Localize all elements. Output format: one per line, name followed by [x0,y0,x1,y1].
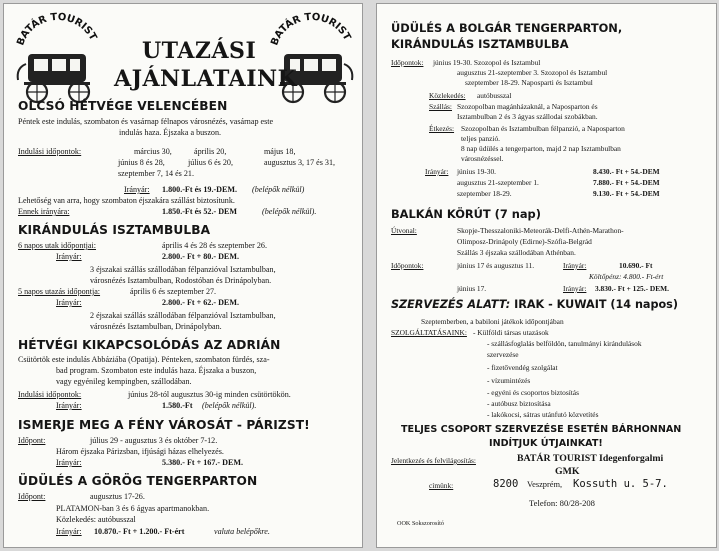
adria-price-note: (belépők nélkül). [202,401,257,410]
adria-price-label: Irányár: [56,401,82,410]
istanbul-6day-desc-2: városnézés Isztambulban, Rodostóban és Drinápolyban. [90,276,272,285]
group-line-1: TELJES CSOPORT SZERVEZÉSE ESETÉN BÁRHONNAN [401,424,682,435]
bulgaria-price-label: Irányár: [425,167,449,176]
greece-desc-1: PLATAMON-ban 3 és 6 ágyas apartmanokban. [56,504,210,513]
balkan-price-1-note: Költőpénz: 4.800.- Ft-ért [589,272,664,281]
bulgaria-dates-label: Időpontok: [391,58,424,67]
istanbul-5day-label: 5 napos utazás időpontja: [18,287,101,296]
service-item: - lakókocsi, sátras utánfutó közvetítés [487,410,599,419]
bulgaria-price-date-3: szeptember 18-29. [457,189,512,198]
service-item: - autóbusz biztosítása [487,399,551,408]
balkan-route-label: Útvonal: [391,226,417,235]
bulgaria-price-date-2: augusztus 21-szeptember 1. [457,178,539,187]
iraq-heading [391,298,678,311]
greece-price-note: valuta belépőkre. [214,527,270,536]
venice-date-1a: március 30, [134,147,172,156]
greece-price: 10.870.- Ft + 1.200.- Ft-ért [94,527,185,536]
balkan-price-label: Irányár: [563,261,587,270]
bulgaria-food-4: városnézéssel. [461,154,504,163]
logo-text: BATÁR TOURIST [15,11,99,48]
venice-date-1b: április 20, [194,147,227,156]
iraq-heading-rest: IRAK - KUWAIT (14 napos) [514,298,678,311]
bulgaria-price-2: 7.880.- Ft + 54.-DEM [593,178,660,187]
service-item: - Külföldi társas utazások [473,328,549,337]
bulgaria-transport: autóbusszal [477,91,512,100]
istanbul-5day-desc-2: városnézés Isztambulban, Drinápolyban. [90,322,222,331]
venice-price-note: (belépők nélkül) [252,185,305,194]
venice-dates-label: Indulási időpontok: [18,147,82,156]
group-line-2: INDÍTJUK ÚTJAINKAT! [489,438,603,449]
balkan-price-2: 3.830.- Ft + 125.- DEM. [595,284,670,293]
logo-text: BATÁR TOURIST [269,11,353,48]
istanbul-6day-price: 2.800.- Ft + 80.- DEM. [162,252,239,261]
adria-text-1: Csütörtök este indulás Abbáziába (Opatija). Pénteken, szombaton fürdés, sza- [18,355,270,364]
adria-dates: június 28-tól augusztus 30-ig minden csütörtökön. [128,390,291,399]
venice-date-1c: május 18, [264,147,296,156]
bulgaria-price-3: 9.130.- Ft + 54.-DEM [593,189,660,198]
paris-dates: július 29 - augusztus 3 és október 7-12. [90,436,218,445]
balkan-heading: BALKÁN KÖRÚT (7 nap) [391,207,541,221]
bulgaria-heading-1: ÜDÜLÉS A BOLGÁR TENGERPARTON, [391,21,623,35]
venice-date-2b: július 6 és 20, [188,158,233,167]
bulgaria-price-date-1: június 19-30. [457,167,497,176]
paris-date-label: Időpont: [18,436,46,445]
paris-price-label: Irányár: [56,458,82,467]
venice-heading: OLCSÓ HÉTVÉGE VELENCÉBEN [18,99,228,113]
right-page [376,3,717,548]
service-item: szervezése [487,350,519,359]
balkan-dates-label: Időpontok: [391,261,424,270]
bulgaria-stay-1: Szozopolban magánházaknál, a Naposparton és [457,102,598,111]
address-city: Veszprém, [527,480,563,489]
balkan-date-1: június 17 és augusztus 11. [457,261,535,270]
bulgaria-date-2: augusztus 21-szeptember 3. Szozopol és Isztambul [457,68,608,77]
greece-desc-2: Közlekedés: autóbusszal [56,515,136,524]
greece-dates: augusztus 17-26. [90,492,145,501]
title-line-2: AJÁNLATAINK [114,66,298,92]
bulgaria-stay-2: Isztambulban 2 és 3 ágyas szállodai szobákban. [457,112,598,121]
venice-price-label: Irányár: [124,185,150,194]
iraq-sub: Szeptemberben, a babiloni játékok időpontjában [421,317,564,326]
carriage-icon [12,10,102,104]
venice-price2-label: Ennek irányára: [18,207,70,216]
company-name-2: GMK [555,466,580,477]
istanbul-5day-price: 2.800.- Ft + 62.- DEM. [162,298,239,307]
balkan-route-2: Olimposz-Drinápoly (Edirne)-Szófia-Belgrád [457,237,592,246]
venice-date-2a: június 8 és 28, [118,158,165,167]
istanbul-5day-price-label: Irányár: [56,298,82,307]
bulgaria-date-1: június 19-30. Szozopol és Isztambul [433,58,541,67]
address-zip: 8200 [493,478,519,490]
signup-label: Jelentkezés és felvilágosítás: [391,456,476,465]
venice-price2: 1.850.-Ft és 52.- DEM [162,207,238,216]
venice-date-3: szeptember 7, 14 és 21. [118,169,194,178]
paris-price: 5.380.- Ft + 167.- DEM. [162,458,244,467]
carriage-logo-left [12,10,102,104]
address-label: címünk: [429,481,454,490]
adria-dates-label: Indulási időpontok: [18,390,82,399]
greece-date-label: Időpont: [18,492,46,501]
phone: Telefon: 80/28-208 [529,498,595,508]
left-page [3,3,363,548]
bulgaria-transport-label: Közlekedés: [429,91,466,100]
bulgaria-price-1: 8.430.- Ft + 54.-DEM [593,167,660,176]
bulgaria-food-label: Étkezés: [429,124,455,133]
bulgaria-stay-label: Szállás: [429,102,452,111]
istanbul-5day-desc-1: 2 éjszakai szállás szállodában félpanzióval Isztambulban, [90,311,276,320]
venice-date-2c: augusztus 3, 17 és 31, [264,158,336,167]
bulgaria-food-2: teljes panzió. [461,134,500,143]
title-line-1: UTAZÁSI [142,38,257,64]
service-item: - fizetővendég szolgálat [487,363,558,372]
adria-text-3: vagy egyénileg kempingben, szállodában. [56,377,192,386]
venice-intro-1: Péntek este indulás, szombaton és vasárnap félnapos városnézés, vasárnap este [18,117,274,126]
greece-heading: ÜDÜLÉS A GÖRÖG TENGERPARTON [18,474,258,488]
paris-desc: Három éjszaka Párizsban, ifjúsági házas elhelyezés. [56,447,224,456]
venice-price: 1.800.-Ft és 19.-DEM. [162,185,238,194]
printer-credit: OOK Sokszorosító [397,520,444,527]
service-item: - szállásfoglalás belföldön, tanulmányi kirándulások [487,339,642,348]
bulgaria-food-3: 8 nap üdülés a tengerparton, majd 2 nap Isztambulban [461,144,621,153]
greece-price-label: Irányár: [56,527,82,536]
iraq-heading-italic: SZERVEZÉS ALATT: [391,298,511,311]
venice-note: Lehetőség van arra, hogy szombaton éjszakára szállást biztosítunk. [18,196,235,205]
istanbul-6day-dates: április 4 és 28 és szeptember 26. [162,241,267,250]
istanbul-5day-dates: április 6 és szeptember 27. [130,287,217,296]
address-street: Kossuth u. 5-7. [573,478,668,490]
istanbul-heading: KIRÁNDULÁS ISZTAMBULBA [18,223,211,237]
balkan-route-3: Szállás 3 éjszaka szállodában Athénban. [457,248,576,257]
balkan-route-1: Skopje-Thesszaloniki-Meteorák-Delfi-Athén-Marathon- [457,226,624,235]
service-item: - vízumintézés [487,376,531,385]
bulgaria-heading-2: KIRÁNDULÁS ISZTAMBULBA [391,37,569,51]
adria-price: 1.580.-Ft [162,401,193,410]
services-label: SZOLGÁLTATÁSAINK: [391,328,467,337]
venice-intro-2: indulás haza. Éjszaka a buszon. [119,128,222,137]
istanbul-6day-price-label: Irányár: [56,252,82,261]
company-name-1: BATÁR TOURIST Idegenforgalmi [517,453,664,464]
balkan-price-1: 10.690.- Ft [619,261,653,270]
istanbul-6day-desc-1: 3 éjszakai szállás szállodában félpanzióval Isztambulban, [90,265,276,274]
bulgaria-food-1: Szozopolban és Isztambulban félpanzió, a Naposparton [461,124,625,133]
paris-heading: ISMERJE MEG A FÉNY VÁROSÁT - PÁRIZST! [18,418,310,432]
adria-heading: HÉTVÉGI KIKAPCSOLÓDÁS AZ ADRIÁN [18,338,281,352]
venice-price2-note: (belépők nélkül). [262,207,317,216]
istanbul-6day-label: 6 napos utak időpontjai: [18,241,97,250]
balkan-date-2: június 17. [457,284,487,293]
service-item: - egyéni és csoportos biztosítás [487,388,579,397]
bulgaria-date-3: szeptember 18-29. Naposparti és Isztambul [465,78,593,87]
adria-text-2: bad program. Szombaton este indulás haza. Éjszaka a buszon, [56,366,257,375]
balkan-price-label-2: Irányár: [563,284,587,293]
